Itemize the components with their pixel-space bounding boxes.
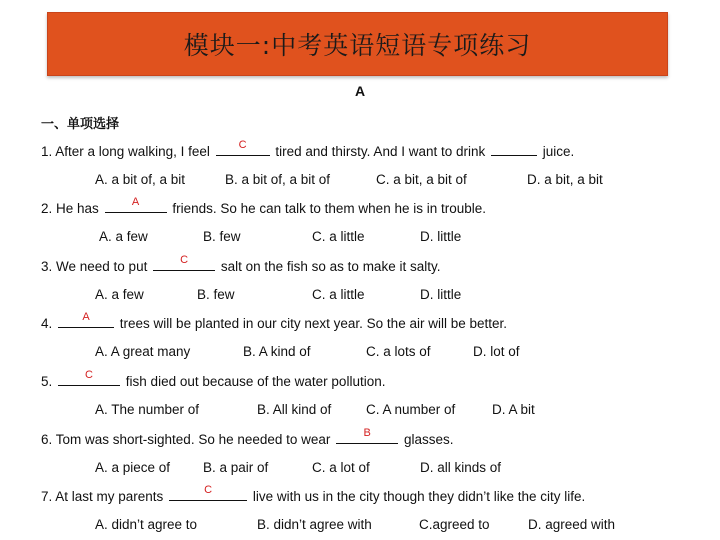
question-text: 3. We need to put	[41, 259, 148, 274]
question-1	[41, 139, 575, 160]
option-c: C.agreed to	[419, 517, 490, 532]
option-b: B. few	[203, 229, 241, 244]
option-a: A. a few	[99, 229, 148, 244]
question-4	[41, 311, 507, 332]
question-text: 7. At last my parents	[41, 489, 164, 504]
option-d: D. a bit, a bit	[527, 172, 603, 187]
answer-blank	[58, 311, 114, 328]
options-5	[0, 401, 720, 419]
option-d: D. agreed with	[528, 517, 616, 532]
question-5	[41, 369, 386, 390]
answer-blank	[336, 427, 398, 444]
option-c: C. a little	[312, 287, 365, 302]
title-banner	[47, 12, 668, 76]
question-text: 2. He has	[41, 201, 99, 216]
option-b: B. A kind of	[243, 344, 311, 359]
options-4	[0, 343, 720, 361]
question-text: 1. After a long walking, I feel	[41, 144, 210, 159]
options-3	[0, 286, 720, 304]
option-a: A. a bit of, a bit	[95, 172, 186, 187]
question-text: 6. Tom was short-sighted. So he needed to wear	[41, 432, 331, 447]
option-b: B. few	[197, 287, 235, 302]
option-d: D. little	[420, 287, 462, 302]
options-6	[0, 459, 720, 477]
question-text: friends. So he can talk to them when he is in trouble.	[172, 201, 487, 216]
option-b: B. a pair of	[203, 460, 269, 475]
answer-blank	[153, 254, 215, 271]
option-c: C. a little	[312, 229, 365, 244]
answer-mark: C	[238, 139, 247, 151]
option-d: D. A bit	[492, 402, 535, 417]
option-a: A. didn’t agree to	[95, 517, 198, 532]
question-3	[41, 254, 441, 275]
option-c: C. a bit, a bit of	[376, 172, 467, 187]
answer-mark: A	[131, 196, 140, 208]
option-d: D. little	[420, 229, 462, 244]
question-text: tired and thirsty. And I want to drink	[275, 144, 486, 159]
question-text: live with us in the city though they didn’t like the city life.	[252, 489, 586, 504]
options-7	[0, 516, 720, 534]
question-text: juice.	[542, 144, 575, 159]
option-b: B. a bit of, a bit of	[225, 172, 331, 187]
question-7	[41, 484, 586, 505]
answer-blank-empty	[491, 142, 537, 156]
option-d: D. lot of	[473, 344, 520, 359]
answer-blank	[58, 369, 120, 386]
question-text: fish died out because of the water pollution.	[125, 374, 386, 389]
answer-mark: C	[204, 484, 213, 496]
option-a: A. a few	[95, 287, 144, 302]
question-2	[41, 196, 487, 217]
options-1	[0, 171, 720, 189]
answer-blank	[105, 196, 167, 213]
answer-blank	[169, 484, 247, 501]
answer-mark: C	[180, 254, 189, 266]
question-6	[41, 427, 454, 448]
option-c: C. a lot of	[312, 460, 370, 475]
option-a: A. The number of	[95, 402, 200, 417]
option-b: B. All kind of	[257, 402, 332, 417]
answer-mark: A	[82, 311, 90, 323]
option-b: B. didn’t agree with	[257, 517, 372, 532]
option-a: A. A great many	[95, 344, 191, 359]
answer-blank	[216, 139, 270, 156]
question-text: 5.	[41, 374, 53, 389]
option-c: C. A number of	[366, 402, 456, 417]
options-2	[0, 228, 720, 246]
question-text: glasses.	[403, 432, 454, 447]
option-c: C. a lots of	[366, 344, 431, 359]
answer-mark: B	[363, 427, 371, 439]
section-letter: A	[354, 83, 366, 99]
question-text: 4.	[41, 316, 53, 331]
question-text: salt on the fish so as to make it salty.	[220, 259, 441, 274]
page-title: 模块一:中考英语短语专项练习	[183, 31, 532, 60]
answer-mark: C	[85, 369, 93, 381]
option-d: D. all kinds of	[420, 460, 502, 475]
option-a: A. a piece of	[95, 460, 171, 475]
question-text: trees will be planted in our city next year. So the air will be better.	[119, 316, 507, 331]
section-heading: 一、单项选择	[41, 117, 120, 132]
